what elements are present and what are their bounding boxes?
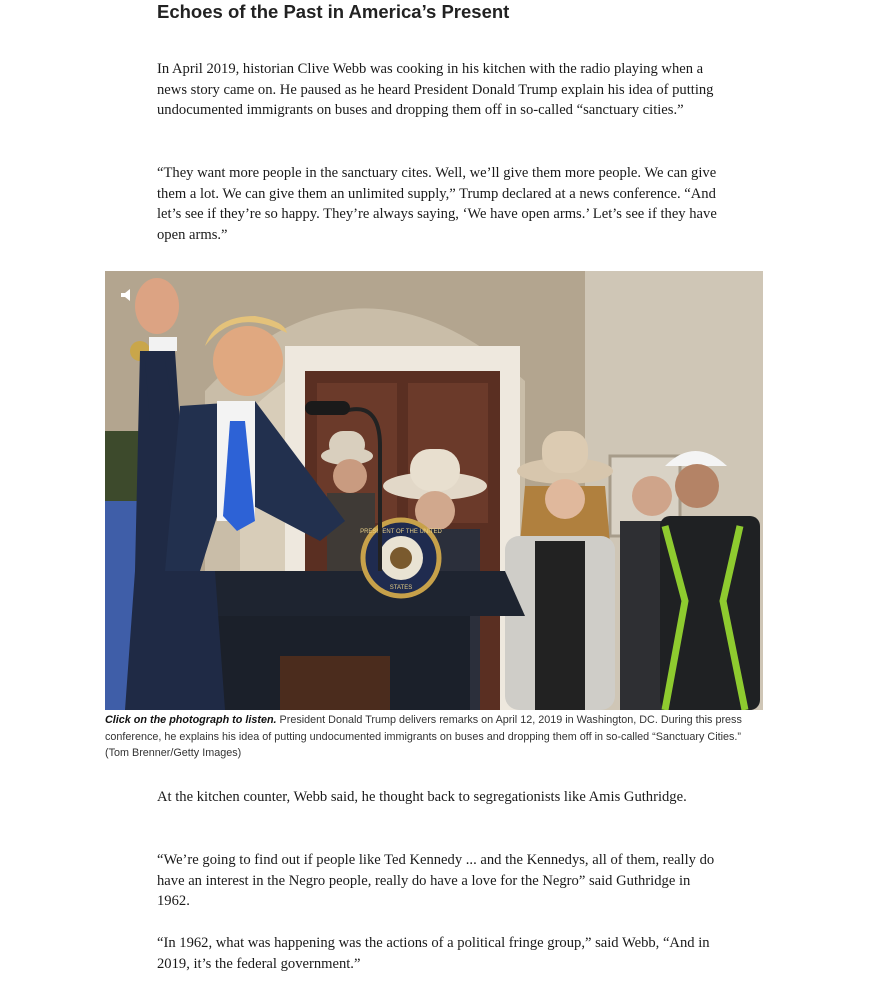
article-heading: Echoes of the Past in America’s Present bbox=[157, 1, 510, 22]
paragraph-3: At the kitchen counter, Webb said, he thought back to segregationists like Amis Guthridge. bbox=[157, 789, 687, 805]
caption-text: President Donald Trump delivers remarks on April 12, 2019 in Washington, DC. During this press conference, he explains his idea of putting undocumented immigrants on buses and dropping them off in so-called “Sanctuary Cities.” (Tom Brenner/Getty Images) bbox=[105, 714, 742, 759]
paragraph-4: “We’re going to find out if people like Ted Kennedy ... and the Kennedys, all of them, really do have an interest in the Negro people, really do have a love for the Negro” said Guthridge in 1962. bbox=[157, 852, 715, 909]
news-photo-listen[interactable] bbox=[105, 271, 763, 710]
paragraph-2: “They want more people in the sanctuary cites. Well, we’ll give them more people. We can give them a lot. We can give them an unlimited supply,” Trump declared at a news conference. “And let’s see if they’re so happy. They’re always saying, ‘We have open arms.’ Let’s see if they have open arms.” bbox=[157, 165, 717, 243]
photo-illustration bbox=[105, 271, 763, 710]
paragraph-1: In April 2019, historian Clive Webb was cooking in his kitchen with the radio playing when a news story came on. He paused as he heard President Donald Trump explain his idea of putting undocumented immigrants on buses and dropping them off in so-called “sanctuary cities.” bbox=[157, 61, 714, 118]
speaker-icon[interactable] bbox=[119, 287, 137, 303]
photo-caption bbox=[105, 712, 755, 762]
paragraph-5: “In 1962, what was happening was the actions of a political fringe group,” said Webb, “And in 2019, it’s the federal government.” bbox=[157, 935, 710, 972]
caption-lead: Click on the photograph to listen. bbox=[105, 714, 277, 726]
seal-bottom-text: STATES bbox=[389, 585, 413, 591]
seal-top-text: PRESIDENT OF THE UNITED bbox=[360, 529, 442, 535]
